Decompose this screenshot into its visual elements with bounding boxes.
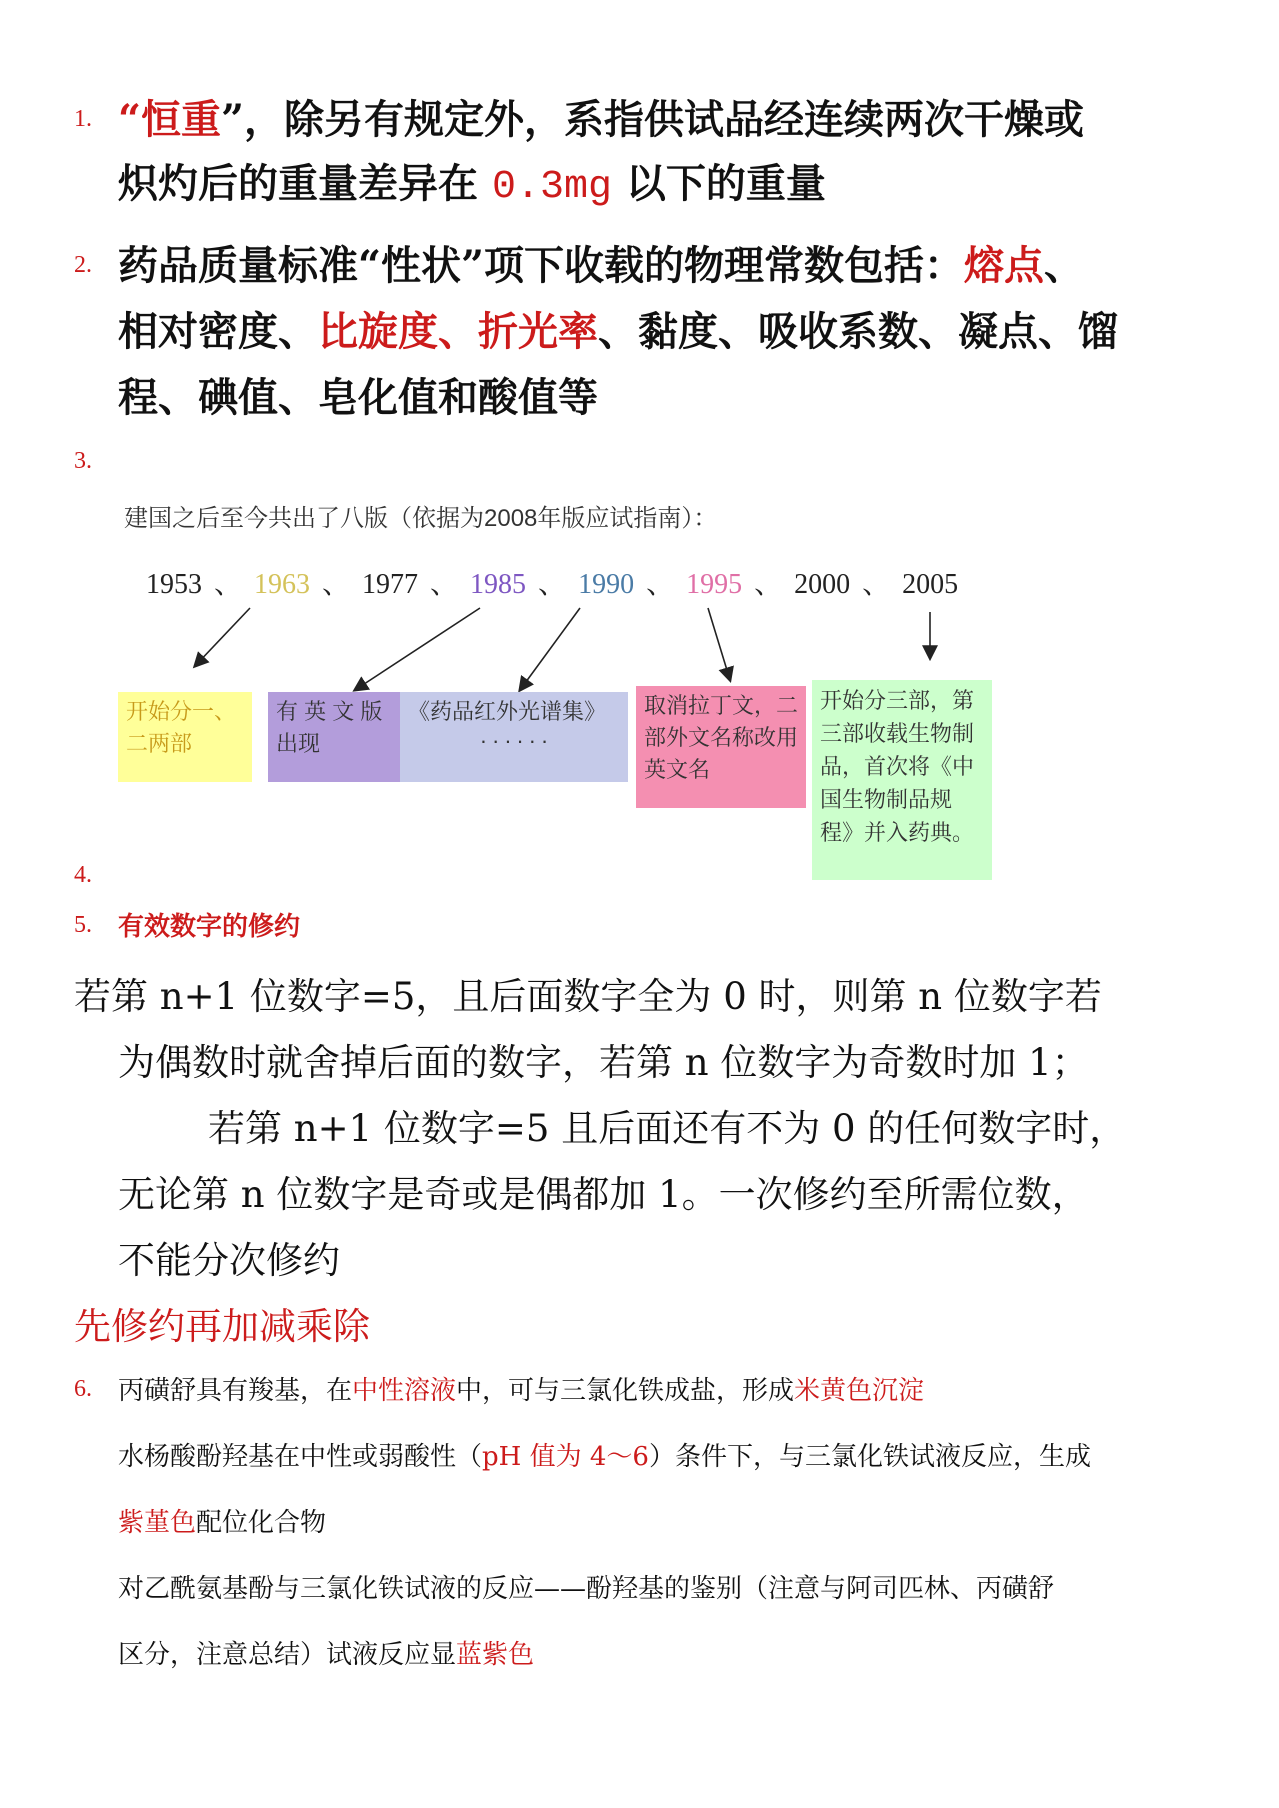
item6-l3-post: 配位化合物 xyxy=(196,1508,327,1538)
year-separator: 、 xyxy=(538,569,567,600)
box-edition-2005: 开始分三部，第三部收载生物制品，首次将《中国生物制品规程》并入药典。 xyxy=(812,680,992,880)
arrow-1977 xyxy=(355,608,480,690)
year-1995: 1995 xyxy=(686,569,743,600)
item6-line2 xyxy=(118,1436,1091,1473)
item5-note: 先修约再加减乘除 xyxy=(74,1305,370,1348)
item2-highlight-melting-point: 熔点 xyxy=(964,242,1045,289)
item1-open-quote: “ xyxy=(118,96,142,143)
item1-line2 xyxy=(118,152,826,210)
year-separator: 、 xyxy=(322,569,351,600)
item1-line1 xyxy=(118,88,1084,145)
item2-line1-post: 、 xyxy=(1044,242,1085,289)
item5-number: 5. xyxy=(74,912,92,938)
year-2005: 2005 xyxy=(902,569,959,600)
year-separator: 、 xyxy=(214,569,243,600)
item2-number: 2. xyxy=(74,252,92,278)
box3-text: 《药品红外光谱集》 xyxy=(408,699,607,724)
item1-term: 恒重 xyxy=(141,96,222,143)
diagram-title: 建国之后至今共出了八版（依据为2008年版应试指南）： xyxy=(124,505,718,532)
year-1985: 1985 xyxy=(470,569,527,600)
item1-rest: ”，除另有规定外，系指供试品经连续两次干燥或 xyxy=(221,96,1085,143)
item6-highlight-blue-violet: 蓝紫色 xyxy=(456,1640,535,1670)
item2-line1 xyxy=(118,234,1084,291)
item6-highlight-neutral-solution: 中性溶液 xyxy=(352,1376,457,1406)
item6-l1-pre: 丙磺舒具有羧基，在 xyxy=(118,1376,353,1406)
item6-highlight-ph: pH 值为 4～6 xyxy=(482,1442,649,1472)
year-1953: 1953 xyxy=(146,569,202,600)
box3-dots: . . . . . . xyxy=(480,723,548,748)
item2-line2-post: 、黏度、吸收系数、凝点、馏 xyxy=(598,308,1118,355)
item6-highlight-beige-precipitate: 米黄色沉淀 xyxy=(794,1376,925,1406)
year-1963: 1963 xyxy=(254,569,311,600)
item6-line5 xyxy=(118,1634,534,1671)
item3-number: 3. xyxy=(74,448,92,474)
box-edition-1963: 开始分一、二两部 xyxy=(118,692,252,782)
pharmacopoeia-editions-diagram xyxy=(100,490,1020,900)
year-separator: 、 xyxy=(646,569,675,600)
item2-line2-pre: 相对密度、 xyxy=(118,308,318,355)
item5-para2-line3: 不能分次修约 xyxy=(118,1239,340,1282)
arrow-1985 xyxy=(520,608,580,690)
item6-line1 xyxy=(118,1370,924,1407)
year-separator: 、 xyxy=(430,569,459,600)
item1-line2-pre: 炽灼后的重量差异在 xyxy=(118,160,478,207)
box-edition-1985 xyxy=(400,692,628,782)
item2-line3: 程、碘值、皂化值和酸值等 xyxy=(118,374,598,421)
item2-line2 xyxy=(118,300,1118,357)
item5-para2-line2: 无论第 n 位数字是奇或是偶都加 1。一次修约至所需位数， xyxy=(118,1173,1089,1216)
year-separator: 、 xyxy=(754,569,783,600)
item6-line3 xyxy=(118,1502,326,1539)
item5-para2-line1: 若第 n+1 位数字=5 且后面还有不为 0 的任何数字时， xyxy=(208,1107,1127,1150)
item1-line2-post: 以下的重量 xyxy=(625,160,826,207)
box-edition-1995: 取消拉丁文，二部外文名称改用英文名 xyxy=(636,686,806,808)
item6-l2-post: ）条件下，与三氯化铁试液反应，生成 xyxy=(648,1442,1091,1472)
item6-l2-pre: 水杨酸酚羟基在中性或弱酸性（ xyxy=(118,1442,483,1472)
year-2000: 2000 xyxy=(794,569,851,600)
year-separator: 、 xyxy=(862,569,891,600)
item2-highlight-rotation: 比旋度、折光率 xyxy=(318,308,598,355)
item5-title: 有效数字的修约 xyxy=(118,912,301,942)
item5-para1-line2: 为偶数时就舍掉后面的数字，若第 n 位数字为奇数时加 1； xyxy=(118,1041,1089,1084)
item6-l5-pre: 区分，注意总结）试液反应显 xyxy=(118,1640,457,1670)
box-edition-1977: 有 英 文 版出现 xyxy=(268,692,402,782)
item6-highlight-violet: 紫堇色 xyxy=(118,1508,197,1538)
item4-number: 4. xyxy=(74,862,92,888)
arrow-1990 xyxy=(708,608,730,680)
item1-number: 1. xyxy=(74,106,92,132)
year-1977: 1977 xyxy=(362,569,419,600)
item6-line4: 对乙酰氨基酚与三氯化铁试液的反应——酚羟基的鉴别（注意与阿司匹林、丙磺舒 xyxy=(118,1574,1055,1604)
year-1990: 1990 xyxy=(578,569,635,600)
item1-value: 0.3mg xyxy=(491,165,612,210)
item6-l1-mid: 中，可与三氯化铁成盐，形成 xyxy=(456,1376,795,1406)
item6-number: 6. xyxy=(74,1376,92,1402)
arrow-1963 xyxy=(195,608,250,666)
item5-para1-line1: 若第 n+1 位数字=5，且后面数字全为 0 时，则第 n 位数字若 xyxy=(74,975,1102,1018)
item2-line1-pre: 药品质量标准“性状”项下收载的物理常数包括： xyxy=(118,242,965,289)
